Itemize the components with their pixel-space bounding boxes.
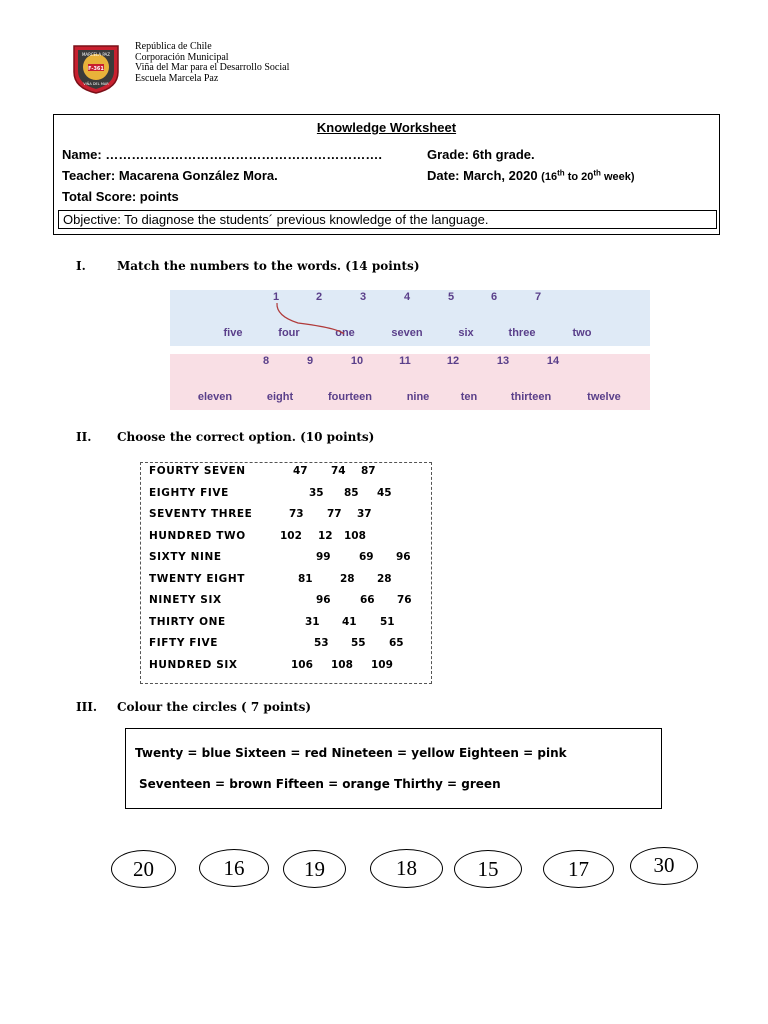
option[interactable]: 28 — [340, 573, 355, 585]
number-word: EIGHTY FIVE — [149, 487, 229, 499]
colour-key-line-1: Twenty = blue Sixteen = red Nineteen = yellow Eighteen = pink — [135, 746, 567, 760]
logo-text-mid: F-361 — [88, 66, 104, 72]
option[interactable]: 51 — [380, 616, 395, 628]
match-word: ten — [460, 391, 478, 403]
teacher-field: Teacher: Macarena González Mora. — [62, 168, 278, 183]
date-field — [427, 168, 635, 183]
worksheet-title: Knowledge Worksheet — [316, 120, 457, 135]
section-1-heading — [76, 259, 420, 273]
option[interactable]: 41 — [342, 616, 357, 628]
match-word: eight — [266, 391, 294, 403]
option[interactable]: 45 — [377, 487, 392, 499]
number-word: TWENTY EIGHT — [149, 573, 245, 585]
number-circle[interactable]: 15 — [454, 850, 522, 888]
match-line — [170, 290, 650, 346]
option[interactable]: 96 — [316, 594, 331, 606]
option[interactable]: 106 — [291, 659, 313, 671]
option[interactable]: 77 — [327, 508, 342, 520]
date-sup: th — [593, 168, 601, 178]
number-word: HUNDRED TWO — [149, 530, 246, 542]
school-logo — [70, 42, 122, 94]
number-circle[interactable]: 20 — [111, 850, 176, 888]
logo-text-top: MARCELA PAZ — [81, 52, 111, 57]
section-title: Match the numbers to the words. (14 points) — [117, 259, 420, 273]
logo-text-bottom: VIÑA DEL MAR — [83, 82, 109, 86]
worksheet-info-box — [53, 114, 720, 235]
option[interactable]: 65 — [389, 637, 404, 649]
number-word: SEVENTY THREE — [149, 508, 253, 520]
match-number: 4 — [403, 291, 411, 303]
school-line: Corporación Municipal — [135, 51, 229, 63]
match-word: eleven — [197, 391, 233, 403]
date-open: (16 — [541, 171, 558, 183]
section-title: Choose the correct option. (10 points) — [117, 430, 375, 444]
match-number: 3 — [359, 291, 367, 303]
match-panel-blue — [170, 290, 650, 346]
section-number: III. — [76, 700, 98, 714]
match-number: 12 — [446, 355, 460, 367]
match-word: two — [572, 327, 592, 339]
date-close: week) — [600, 171, 635, 183]
option[interactable]: 109 — [371, 659, 393, 671]
option[interactable]: 85 — [344, 487, 359, 499]
number-word: FIFTY FIVE — [149, 637, 219, 649]
match-number: 8 — [262, 355, 270, 367]
match-number: 9 — [306, 355, 314, 367]
section-2-heading — [76, 430, 374, 444]
match-word: seven — [391, 327, 423, 339]
option[interactable]: 96 — [396, 551, 411, 563]
number-word: NINETY SIX — [149, 594, 222, 606]
match-number: 10 — [350, 355, 364, 367]
option[interactable]: 73 — [289, 508, 304, 520]
match-word: thirteen — [510, 391, 552, 403]
option[interactable]: 108 — [331, 659, 353, 671]
grade-field: Grade: 6th grade. — [427, 147, 535, 162]
school-line: Escuela Marcela Paz — [135, 72, 219, 84]
section-number: II. — [76, 430, 92, 444]
match-word: fourteen — [328, 391, 372, 403]
school-line: República de Chile — [135, 41, 212, 52]
option[interactable]: 47 — [293, 465, 308, 477]
option[interactable]: 102 — [280, 530, 302, 542]
option[interactable]: 35 — [309, 487, 324, 499]
section-title: Colour the circles ( 7 points) — [117, 700, 312, 714]
match-word: six — [458, 327, 474, 339]
objective: Objective: To diagnose the students´ previous knowledge of the language. — [58, 210, 717, 229]
section-number: I. — [76, 259, 86, 273]
option[interactable]: 12 — [318, 530, 333, 542]
option[interactable]: 87 — [361, 465, 376, 477]
option[interactable]: 28 — [377, 573, 392, 585]
name-field: Name: ………………………………………………………. — [62, 147, 382, 162]
option[interactable]: 74 — [331, 465, 346, 477]
match-word: four — [278, 327, 300, 339]
option[interactable]: 108 — [344, 530, 366, 542]
match-word: three — [508, 327, 536, 339]
number-circle[interactable]: 17 — [543, 850, 614, 888]
total-score-field: Total Score: points — [62, 189, 179, 204]
option[interactable]: 37 — [357, 508, 372, 520]
match-number: 11 — [399, 355, 411, 367]
number-word: FOURTY SEVEN — [149, 465, 246, 477]
match-word: nine — [406, 391, 430, 403]
school-line: Viña del Mar para el Desarrollo Social — [135, 62, 290, 73]
match-number: 14 — [546, 355, 560, 367]
option[interactable]: 69 — [359, 551, 374, 563]
match-number: 6 — [490, 291, 498, 303]
number-word: THIRTY ONE — [149, 616, 226, 628]
match-word: twelve — [587, 391, 621, 403]
match-panel-pink — [170, 354, 650, 410]
match-number: 13 — [496, 355, 510, 367]
date-sup: th — [557, 168, 565, 178]
number-word: HUNDRED SIX — [149, 659, 238, 671]
colour-key-box — [125, 728, 662, 809]
number-circle[interactable]: 16 — [199, 849, 269, 887]
date-mid: to 20 — [564, 171, 594, 183]
number-circle[interactable]: 19 — [283, 850, 346, 888]
match-word: one — [335, 327, 355, 339]
school-header — [135, 42, 289, 84]
match-number: 1 — [272, 291, 280, 303]
option[interactable]: 53 — [314, 637, 329, 649]
number-word: SIXTY NINE — [149, 551, 222, 563]
option[interactable]: 81 — [298, 573, 313, 585]
match-number: 2 — [315, 291, 323, 303]
choose-option-box — [140, 462, 432, 684]
option[interactable]: 76 — [397, 594, 412, 606]
option[interactable]: 31 — [305, 616, 320, 628]
section-3-heading — [76, 700, 311, 714]
number-circle[interactable]: 30 — [630, 847, 698, 885]
option[interactable]: 99 — [316, 551, 331, 563]
number-circle[interactable]: 18 — [370, 849, 443, 888]
match-word: five — [223, 327, 243, 339]
date-main: Date: March, 2020 — [427, 168, 542, 183]
match-number: 5 — [447, 291, 455, 303]
colour-key-line-2: Seventeen = brown Fifteen = orange Thirthy = green — [139, 777, 501, 791]
option[interactable]: 66 — [360, 594, 375, 606]
option[interactable]: 55 — [351, 637, 366, 649]
match-number: 7 — [534, 291, 542, 303]
